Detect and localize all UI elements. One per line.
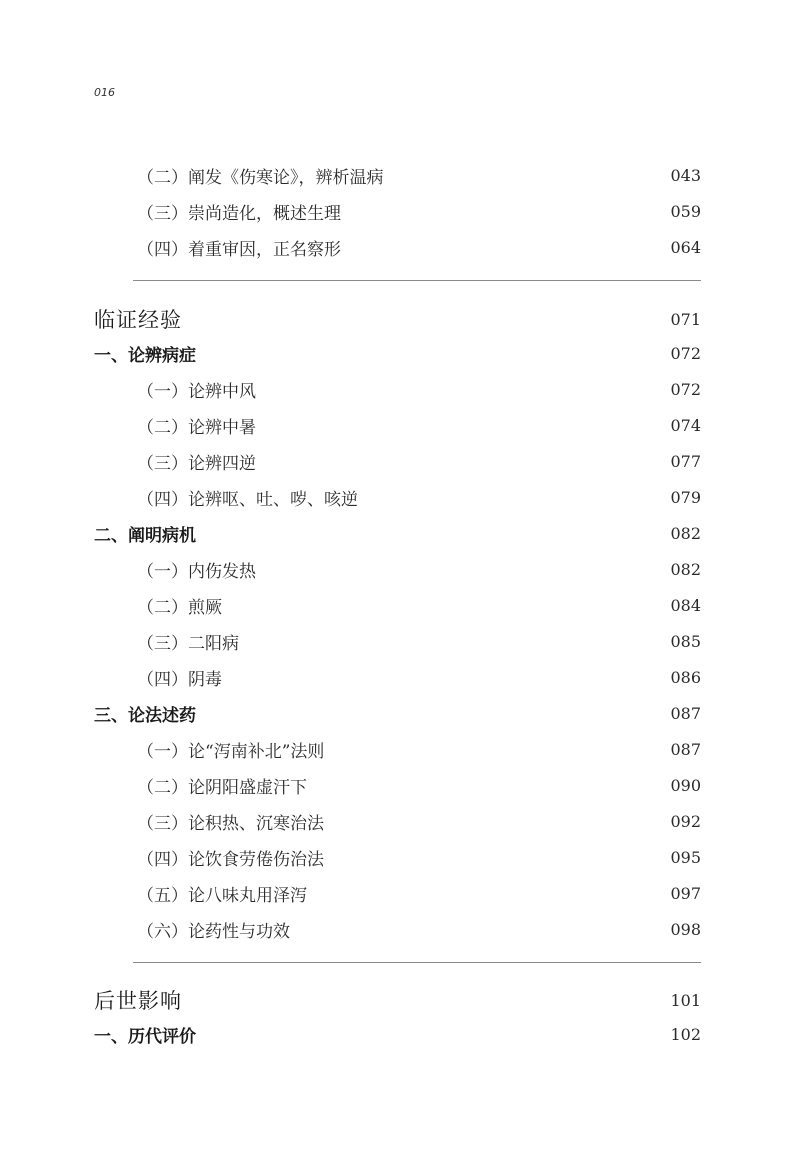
toc-entry-title: （四）论饮食劳倦伤治法 bbox=[137, 849, 324, 870]
toc-chapter-page: 071 bbox=[670, 309, 701, 329]
toc-section-title: 一、论辨病症 bbox=[94, 345, 196, 366]
toc-section-title: 二、阐明病机 bbox=[94, 525, 196, 546]
toc-entry-page: 086 bbox=[670, 667, 701, 687]
toc-entry-title: （一）内伤发热 bbox=[137, 561, 256, 582]
toc-section-title: 三、论法述药 bbox=[94, 705, 196, 726]
toc-entry[interactable] bbox=[137, 590, 701, 620]
section-divider bbox=[133, 962, 701, 963]
toc-entry[interactable] bbox=[137, 410, 701, 440]
toc-entry[interactable] bbox=[137, 374, 701, 404]
toc-entry-page: 074 bbox=[670, 415, 701, 435]
toc-entry-page: 084 bbox=[670, 595, 701, 615]
toc-section-page: 082 bbox=[670, 523, 701, 543]
toc-entry-title: （三）二阳病 bbox=[137, 633, 239, 654]
toc-entry-title: （四）论辨呕、吐、哕、咳逆 bbox=[137, 489, 358, 510]
toc-entry[interactable] bbox=[137, 196, 701, 226]
section-divider bbox=[133, 280, 701, 281]
toc-section-page: 087 bbox=[670, 703, 701, 723]
toc-entry-title: （二）论辨中暑 bbox=[137, 417, 256, 438]
toc-entry[interactable] bbox=[137, 842, 701, 872]
toc-entry[interactable] bbox=[137, 554, 701, 584]
toc-entry-title: （四）阴毒 bbox=[137, 669, 222, 690]
toc-entry-title: （二）阐发《伤寒论》，辨析温病 bbox=[137, 167, 384, 188]
toc-entry-page: 092 bbox=[670, 811, 701, 831]
toc-entry-page: 090 bbox=[670, 775, 701, 795]
toc-entry-page: 082 bbox=[670, 559, 701, 579]
toc-entry-title: （二）论阴阳盛虚汗下 bbox=[137, 777, 307, 798]
toc-entry-page: 079 bbox=[670, 487, 701, 507]
toc-entry-title: （一）论辨中风 bbox=[137, 381, 256, 402]
toc-entry-page: 043 bbox=[670, 165, 701, 185]
toc-entry-page: 064 bbox=[670, 237, 701, 257]
toc-section[interactable] bbox=[94, 518, 701, 548]
toc-entry-title: （六）论药性与功效 bbox=[137, 921, 290, 942]
toc-entry[interactable] bbox=[137, 446, 701, 476]
toc-section-page: 072 bbox=[670, 343, 701, 363]
toc-entry-title: （四）着重审因，正名察形 bbox=[137, 239, 341, 260]
toc-entry[interactable] bbox=[137, 770, 701, 800]
toc-entry-title: （五）论八味丸用泽泻 bbox=[137, 885, 307, 906]
toc-entry-page: 098 bbox=[670, 919, 701, 939]
page-number: 016 bbox=[94, 86, 115, 99]
toc-entry-page: 072 bbox=[670, 379, 701, 399]
toc-entry-page: 087 bbox=[670, 739, 701, 759]
toc-section-page: 102 bbox=[670, 1024, 701, 1044]
toc-section[interactable] bbox=[94, 1019, 701, 1049]
toc-entry-page: 097 bbox=[670, 883, 701, 903]
toc-entry-title: （三）论积热、沉寒治法 bbox=[137, 813, 324, 834]
toc-entry[interactable] bbox=[137, 914, 701, 944]
toc-entry[interactable] bbox=[137, 806, 701, 836]
toc-entry[interactable] bbox=[137, 662, 701, 692]
toc-entry[interactable] bbox=[137, 626, 701, 656]
toc-chapter-title: 临证经验 bbox=[94, 308, 182, 332]
toc-chapter-title: 后世影响 bbox=[94, 989, 182, 1013]
toc-entry-page: 077 bbox=[670, 451, 701, 471]
toc-section[interactable] bbox=[94, 698, 701, 728]
toc-chapter-page: 101 bbox=[670, 990, 701, 1010]
toc-section-title: 一、历代评价 bbox=[94, 1026, 196, 1047]
toc-entry[interactable] bbox=[137, 482, 701, 512]
toc-entry[interactable] bbox=[137, 160, 701, 190]
toc-chapter[interactable] bbox=[94, 304, 701, 334]
toc-entry-title: （一）论“泻南补北”法则 bbox=[137, 741, 325, 762]
toc-section[interactable] bbox=[94, 338, 701, 368]
toc-entry[interactable] bbox=[137, 878, 701, 908]
toc-entry-title: （二）煎厥 bbox=[137, 597, 222, 618]
toc-entry-title: （三）论辨四逆 bbox=[137, 453, 256, 474]
toc-chapter[interactable] bbox=[94, 985, 701, 1015]
toc-entry-page: 095 bbox=[670, 847, 701, 867]
toc-entry-title: （三）崇尚造化，概述生理 bbox=[137, 203, 341, 224]
toc-entry[interactable] bbox=[137, 232, 701, 262]
toc-entry[interactable] bbox=[137, 734, 701, 764]
toc-entry-page: 085 bbox=[670, 631, 701, 651]
toc-entry-page: 059 bbox=[670, 201, 701, 221]
